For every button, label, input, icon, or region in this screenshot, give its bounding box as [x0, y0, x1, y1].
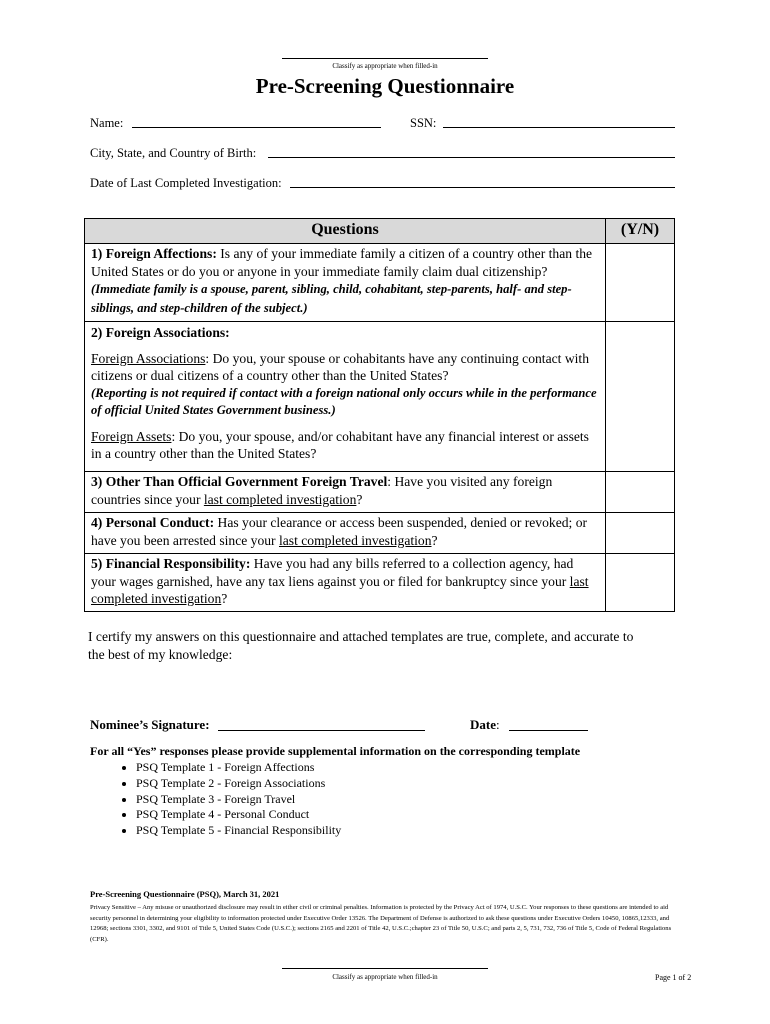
question-row-3	[85, 472, 675, 513]
q4-title: 4) Personal Conduct:	[91, 515, 215, 530]
q2-foreign-assets	[91, 428, 599, 463]
q4-qmark: ?	[431, 532, 438, 548]
date-field[interactable]	[509, 730, 588, 731]
yn-answer-1[interactable]	[606, 244, 675, 322]
q2-foreign-associations	[91, 350, 599, 385]
list-item: • PSQ Template 4 - Personal Conduct	[136, 807, 341, 823]
list-item: • PSQ Template 1 - Foreign Affections	[136, 760, 341, 776]
q1-title: 1) Foreign Affections:	[91, 246, 217, 261]
name-field[interactable]	[132, 127, 381, 128]
q4-last-investigation: last completed investigation	[278, 532, 432, 548]
question-4	[85, 513, 606, 554]
classification-line-bottom	[282, 968, 488, 969]
investigation-label: Date of Last Completed Investigation:	[90, 176, 282, 190]
nominee-signature-label: Nominee’s Signature:	[90, 717, 210, 732]
privacy-notice: Privacy Sensitive – Any misuse or unauthorized disclosure may result in either civil or criminal penalties. Information is protected by the Privacy Act of 1974, U.S.C. Your responses to these questions are intended to aid security personnel in determining your eligibility to information protected under Executive Order 13526. The Department of Defense is authorized to ask these questions under Executive Orders 10450, 10865,12333, and 12968; sections 3301, 3302, and 9101 of Title 5, United States Code (U.S.C.); sections 2165 and 2201 of Title 42, U.S.C.;chapter 23 of Title 50, U.S.C; and parts 2, 5, 731, 732, 736 of Title 5, Code of Federal Regulations (CFR).	[90, 904, 672, 943]
q2b-label: Foreign Assets	[91, 428, 172, 444]
q2a-text: : Do you, your spouse or cohabitants have any continuing contact with citizens or dual citizens of a country other than the United States?	[91, 350, 589, 383]
name-label: Name:	[90, 116, 124, 130]
birth-label: City, State, and Country of Birth:	[90, 146, 257, 160]
q5-title: 5) Financial Responsibility:	[91, 556, 251, 571]
classification-note-bottom: Classify as appropriate when filled-in	[332, 973, 438, 981]
yes-response-instructions: For all “Yes” responses please provide supplemental information on the corresponding template	[90, 744, 581, 758]
date-label-text: Date	[470, 717, 496, 732]
template-list	[116, 760, 341, 839]
q4-text: Has your clearance or access been suspended, denied or revoked; or have you been arrested since your	[91, 515, 588, 548]
question-row-5	[85, 554, 675, 612]
yn-answer-2[interactable]	[606, 322, 675, 472]
yn-answer-3[interactable]	[606, 472, 675, 513]
date-colon: :	[496, 717, 500, 732]
page-title: Pre-Screening Questionnaire	[255, 74, 515, 98]
birth-field[interactable]	[268, 157, 675, 158]
q3-last-investigation: last completed investigation	[203, 491, 357, 507]
question-row-4	[85, 513, 675, 554]
question-1	[85, 244, 606, 322]
yn-header: (Y/N)	[606, 219, 675, 244]
q5-last-investigation: last completed investigation	[91, 573, 589, 606]
investigation-date-field[interactable]	[290, 187, 675, 188]
list-item: • PSQ Template 2 - Foreign Associations	[136, 776, 341, 792]
classification-line-top	[282, 58, 488, 59]
q2a-label: Foreign Associations	[91, 350, 206, 366]
classification-note-top: Classify as appropriate when filled-in	[332, 62, 438, 70]
question-5	[85, 554, 606, 612]
question-3	[85, 472, 606, 513]
questions-table	[84, 218, 675, 612]
questions-header: Questions	[85, 219, 606, 244]
page-number: Page 1 of 2	[655, 973, 692, 982]
q3-text: : Have you visited any foreign countries since your	[91, 474, 553, 507]
certification-statement: I certify my answers on this questionnaire and attached templates are true, complete, and accurate to the best of my knowledge:	[88, 629, 634, 662]
list-item: • PSQ Template 3 - Foreign Travel	[136, 792, 341, 808]
signature-field[interactable]	[218, 730, 425, 731]
q1-text: Is any of your immediate family a citizen of a country other than the United States or do you or anyone in your immediate family claim dual citizenship?	[91, 246, 593, 279]
q3-title: 3) Other Than Official Government Foreign Travel	[91, 474, 388, 489]
q1-note: (Immediate family is a spouse, parent, sibling, child, cohabitant, step-parents, half- and step-siblings, and step-children of the subject.)	[91, 282, 572, 315]
list-item: • PSQ Template 5 - Financial Responsibility	[136, 823, 341, 839]
q2b-text: : Do you, your spouse, and/or cohabitant have any financial interest or assets in a country other than the United States?	[91, 428, 589, 461]
question-row-1	[85, 244, 675, 322]
ssn-label: SSN:	[410, 116, 437, 130]
question-row-2	[85, 322, 675, 472]
yn-answer-4[interactable]	[606, 513, 675, 554]
form-version: Pre-Screening Questionnaire (PSQ), March 31, 2021	[90, 889, 280, 899]
date-label	[470, 717, 500, 733]
table-header-row	[85, 219, 675, 244]
q5-text: Have you had any bills referred to a collection agency, had your wages garnished, have any tax liens against you or filed for bankruptcy since your	[91, 556, 574, 589]
yn-answer-5[interactable]	[606, 554, 675, 612]
q5-qmark: ?	[221, 591, 228, 606]
q2-title: 2) Foreign Associations:	[91, 325, 230, 340]
ssn-field[interactable]	[443, 127, 675, 128]
q2a-note: (Reporting is not required if contact with a foreign national only occurs while in the performance of official United States Government business.)	[91, 385, 597, 417]
question-2	[85, 322, 606, 472]
q3-qmark: ?	[356, 491, 363, 507]
